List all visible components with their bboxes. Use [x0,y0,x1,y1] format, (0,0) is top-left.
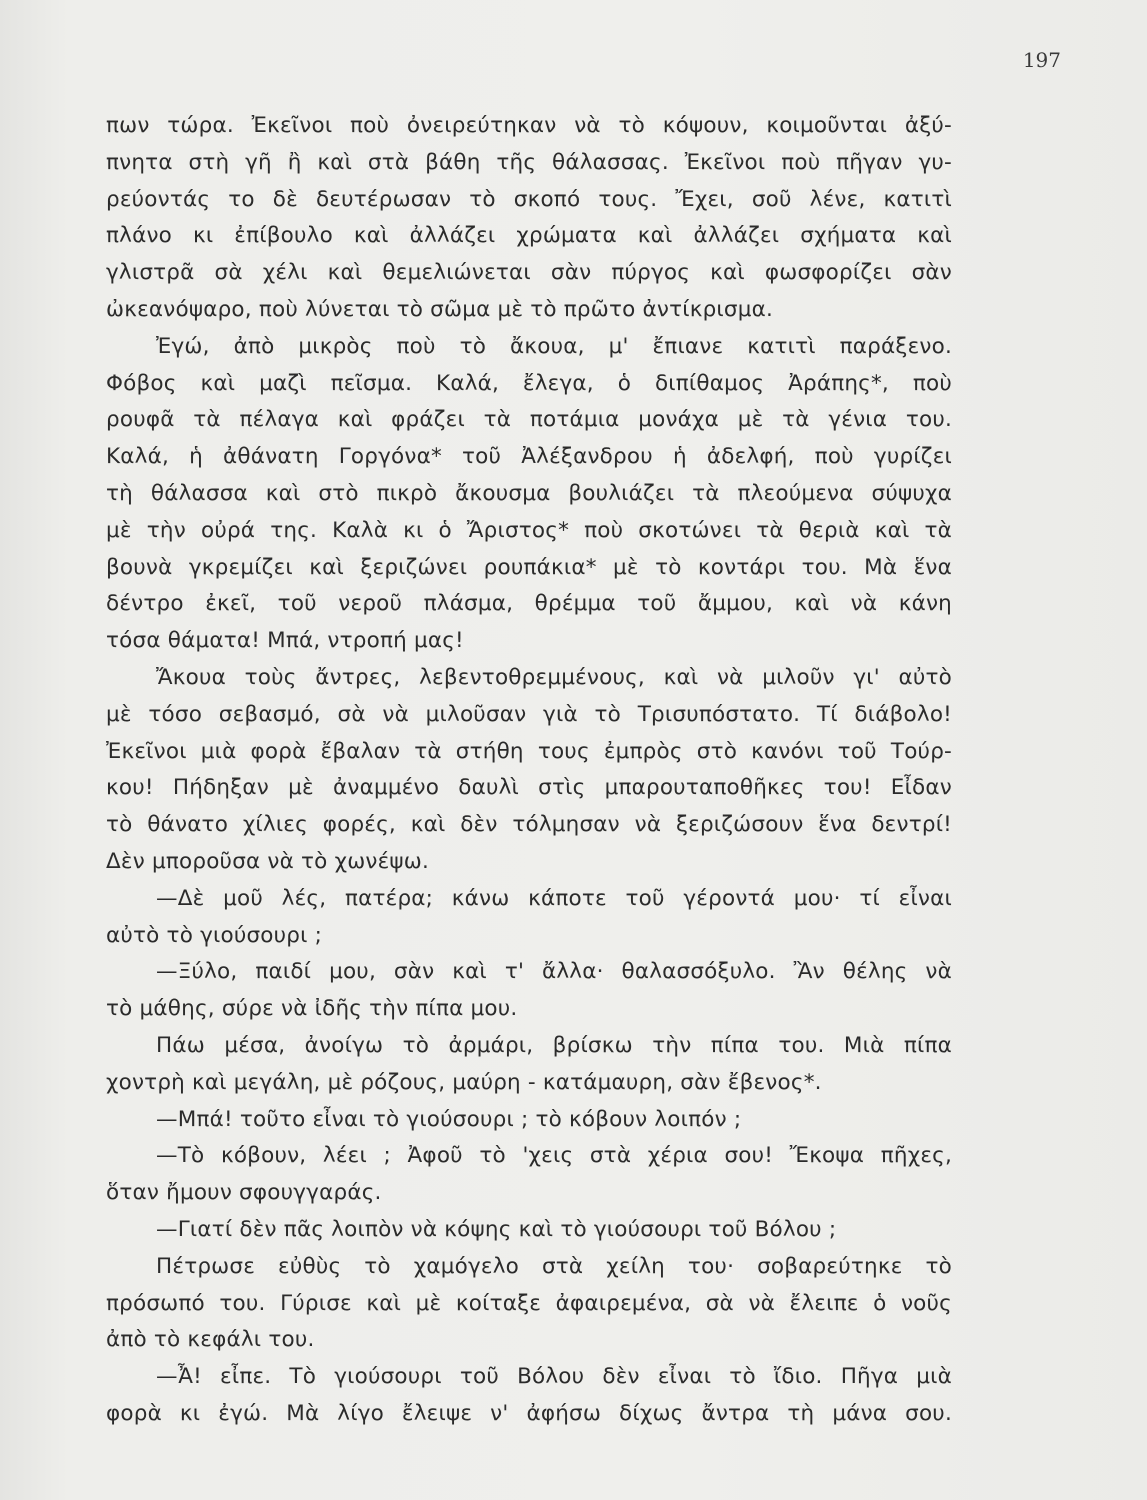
text-line: τόσα θάματα! Μπά, ντροπή μας! [106,628,464,654]
body-text [106,108,952,1433]
text-line: τὸ μάθης, σύρε νὰ ἰδῆς τὴν πίπα μου. [106,996,518,1022]
text-line: —Δὲ μοῦ λές, πατέρα; κάνω κάποτε τοῦ γέροντά μου· τί εἶναι [156,885,952,911]
text-line: πων τώρα. Ἐκεῖνοι ποὺ ὀνειρεύτηκαν νὰ τὸ κόψουν, κοιμοῦνται ἀξύ- [106,113,952,138]
text-line: ὠκεανόψαρο, ποὺ λύνεται τὸ σῶμα μὲ τὸ πρῶτο ἀντίκρισμα. [106,296,774,322]
text-line: ὅταν ἤμουν σφουγγαράς. [106,1180,382,1206]
text-line: βουνὰ γκρεμίζει καὶ ξεριζώνει ρουπάκια* μὲ τὸ κοντάρι του. Μὰ ἕνα [106,554,952,580]
text-line: αὐτὸ τὸ γιούσουρι ; [106,922,323,948]
text-line: —Ἆ! εἶπε. Τὸ γιούσουρι τοῦ Βόλου δὲν εἶναι τὸ ἴδιο. Πῆγα μιὰ [156,1364,952,1390]
text-line: Ἐγώ, ἀπὸ μικρὸς ποὺ τὸ ἄκουα, μ' ἔπιανε κατιτὶ παράξενο. [156,333,952,359]
text-line: χοντρὴ καὶ μεγάλη, μὲ ρόζους, μαύρη - κατάμαυρη, σὰν ἔβενος*. [106,1069,822,1095]
text-line: κου! Πήδηξαν μὲ ἀναμμένο δαυλὶ στὶς μπαρουταποθῆκες του! Εἶδαν [106,775,952,801]
page-number: 197 [1022,48,1061,72]
text-line: φορὰ κι ἐγώ. Μὰ λίγο ἔλειψε ν' ἀφήσω δίχως ἄντρα τὴ μάνα σου. [106,1400,952,1426]
text-line: —Ξύλο, παιδί μου, σὰν καὶ τ' ἄλλα· θαλασσόξυλο. Ἂν θέλης νὰ [156,959,952,985]
text-line: πλάνο κι ἐπίβουλο καὶ ἀλλάζει χρώματα καὶ ἀλλάζει σχήματα καὶ [106,223,952,249]
text-line: Καλά, ἡ ἀθάνατη Γοργόνα* τοῦ Ἀλέξανδρου ἡ ἀδελφή, ποὺ γυρίζει [106,444,952,470]
text-line: Ἐκεῖνοι μιὰ φορὰ ἔβαλαν τὰ στήθη τους ἐμπρὸς στὸ κανόνι τοῦ Τούρ- [106,738,952,764]
text-line: —Μπά! τοῦτο εἶναι τὸ γιούσουρι ; τὸ κόβουν λοιπόν ; [156,1106,742,1132]
text-line: πνητα στὴ γῆ ἢ καὶ στὰ βάθη τῆς θάλασσας. Ἐκεῖνοι ποὺ πῆγαν γυ- [106,149,952,175]
text-line: μὲ τὴν οὐρά της. Καλὰ κι ὁ Ἄριστος* ποὺ σκοτώνει τὰ θεριὰ καὶ τὰ [106,517,952,543]
text-line: ρουφᾶ τὰ πέλαγα καὶ φράζει τὰ ποτάμια μονάχα μὲ τὰ γένια του. [106,407,952,433]
text-line: ἀπὸ τὸ κεφάλι του. [106,1327,315,1353]
text-line: —Γιατί δὲν πᾶς λοιπὸν νὰ κόψης καὶ τὸ γιούσουρι τοῦ Βόλου ; [156,1216,837,1242]
text-line: —Τὸ κόβουν, λέει ; Ἀφοῦ τὸ 'χεις στὰ χέρια σου! Ἔκοψα πῆχες, [156,1143,952,1169]
text-line: μὲ τόσο σεβασμό, σὰ νὰ μιλοῦσαν γιὰ τὸ Τρισυπόστατο. Τί διάβολο! [106,701,952,727]
text-line: γλιστρᾶ σὰ χέλι καὶ θεμελιώνεται σὰν πύργος καὶ φωσφορίζει σὰν [106,260,952,286]
text-line: Πέτρωσε εὐθὺς τὸ χαμόγελο στὰ χείλη του· σοβαρεύτηκε τὸ [156,1253,952,1279]
text-line: τὸ θάνατο χίλιες φορές, καὶ δὲν τόλμησαν νὰ ξεριζώσουν ἕνα δεντρί! [106,812,952,838]
text-line: ρεύοντάς το δὲ δευτέρωσαν τὸ σκοπό τους. Ἔχει, σοῦ λένε, κατιτὶ [106,186,952,212]
text-line: Δὲν μποροῦσα νὰ τὸ χωνέψω. [106,848,430,874]
text-line: τὴ θάλασσα καὶ στὸ πικρὸ ἄκουσμα βουλιάζει τὰ πλεούμενα σύψυχα [106,480,952,506]
text-line: Ἄκουα τοὺς ἄντρες, λεβεντοθρεμμένους, καὶ νὰ μιλοῦν γι' αὐτὸ [156,664,952,690]
text-line: πρόσωπό του. Γύρισε καὶ μὲ κοίταξε ἀφαιρεμένα, σὰ νὰ ἔλειπε ὁ νοῦς [106,1290,952,1316]
text-line: δέντρο ἐκεῖ, τοῦ νεροῦ πλάσμα, θρέμμα τοῦ ἄμμου, καὶ νὰ κάνη [106,591,952,617]
text-line: Πάω μέσα, ἀνοίγω τὸ ἀρμάρι, βρίσκω τὴν πίπα του. Μιὰ πίπα [156,1032,952,1058]
text-line: Φόβος καὶ μαζὶ πεῖσμα. Καλά, ἔλεγα, ὁ διπίθαμος Ἀράπης*, ποὺ [106,370,952,396]
